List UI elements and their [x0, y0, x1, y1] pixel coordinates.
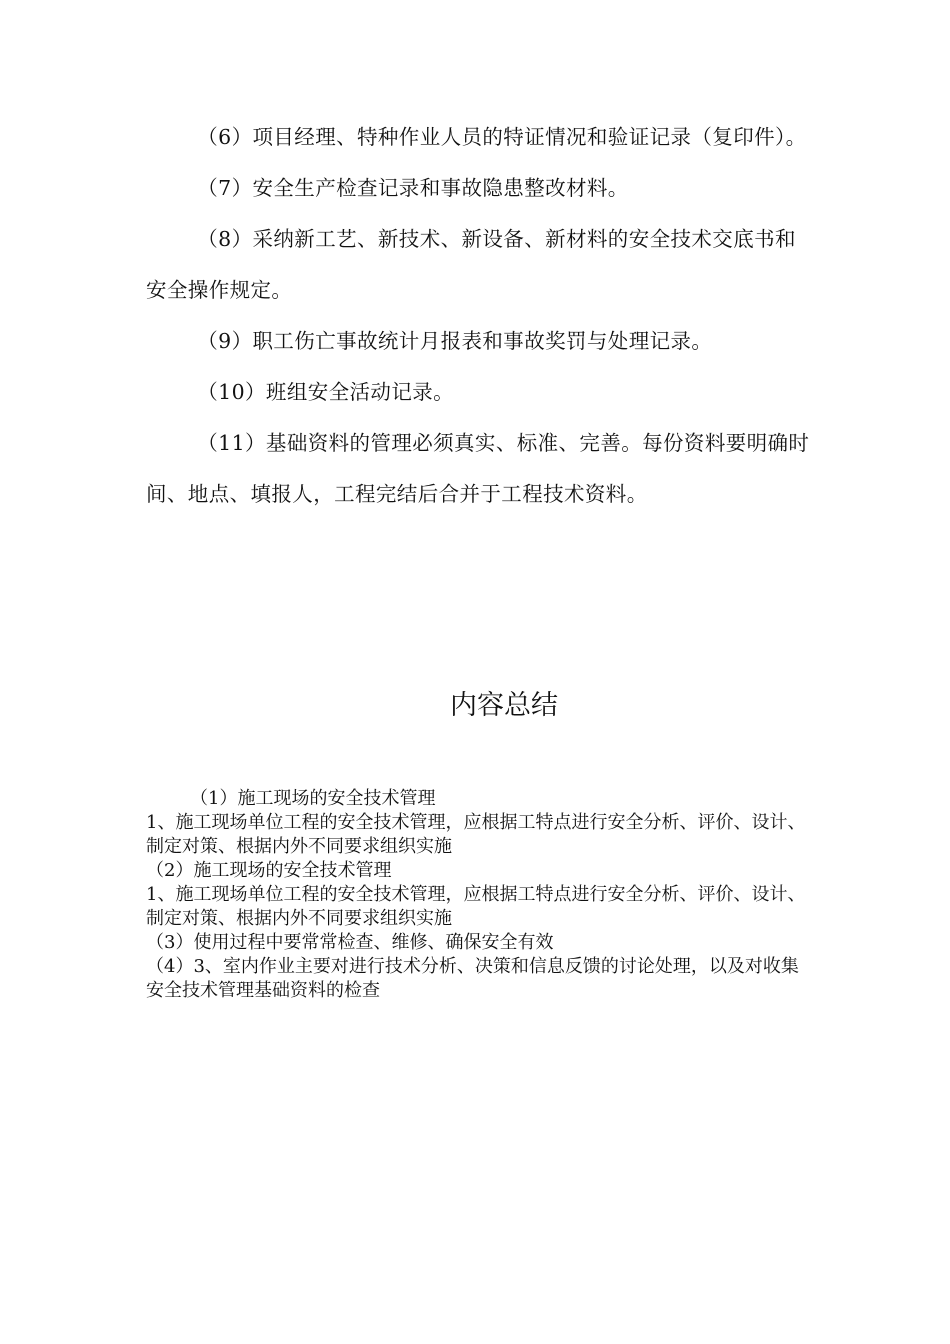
paragraph-item-9: （9）职工伤亡事故统计月报表和事故奖罚与处理记录。 [197, 329, 713, 353]
paragraph-item-8: （8）采纳新工艺、新技术、新设备、新材料的安全技术交底书和安全操作规定。 [146, 227, 796, 302]
paragraph-item-10: （10）班组安全活动记录。 [197, 380, 455, 404]
summary-line-3: （2）施工现场的安全技术管理 [146, 860, 392, 881]
paragraph-item-6: （6）项目经理、特种作业人员的特证情况和验证记录（复印件）。 [197, 125, 807, 149]
summary-title: 内容总结 [450, 690, 558, 721]
summary-body [146, 787, 811, 1003]
summary-line-2: 1、施工现场单位工程的安全技术管理，应根据工特点进行安全分析、评价、设计、制定对策、根据内外不同要求组织实施 [146, 812, 806, 857]
summary-line-6: （4）3、室内作业主要对进行技术分析、决策和信息反馈的讨论处理，以及对收集安全技术管理基础资料的检查 [146, 956, 799, 1001]
paragraph-item-7: （7）安全生产检查记录和事故隐患整改材料。 [197, 176, 629, 200]
summary-line-5: （3）使用过程中要常常检查、维修、确保安全有效 [146, 932, 554, 953]
body-text [146, 112, 811, 520]
summary-line-4: 1、施工现场单位工程的安全技术管理，应根据工特点进行安全分析、评价、设计、制定对策、根据内外不同要求组织实施 [146, 884, 806, 929]
summary-line-1: （1）施工现场的安全技术管理 [190, 788, 436, 809]
paragraph-item-11: （11）基础资料的管理必须真实、标准、完善。每份资料要明确时间、地点、填报人，工程完结后合并于工程技术资料。 [146, 431, 810, 506]
